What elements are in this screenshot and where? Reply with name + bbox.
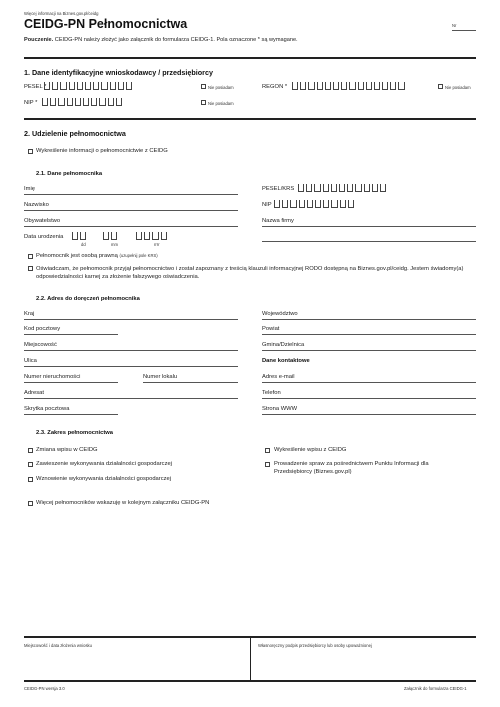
notice-bold: Pouczenie. xyxy=(24,37,54,43)
legal-person-label xyxy=(36,253,158,259)
www-input[interactable] xyxy=(262,414,476,415)
nazwa-firmy-input-2[interactable] xyxy=(262,241,476,242)
section2-rule xyxy=(24,118,476,120)
regon-none-label: Nie posiadam xyxy=(445,85,471,90)
legal-person-hint: (uzupełnij pole KRS) xyxy=(119,253,158,258)
nip-label: NIP * xyxy=(24,100,38,106)
opt-wznowienie-checkbox[interactable] xyxy=(28,477,33,482)
opt-zawieszenie-checkbox[interactable] xyxy=(28,462,33,467)
powiat-input[interactable] xyxy=(262,334,476,335)
nr-label: Nr xyxy=(452,23,457,28)
signature-label: Własnoręczny podpis przedsiębiorcy lub osoby upoważnionej xyxy=(258,643,372,648)
footer-rule-bottom xyxy=(24,680,476,682)
attachment-label: Załącznik do formularza CEIDG-1 xyxy=(404,686,467,691)
kraj-label: Kraj xyxy=(24,311,35,317)
section1-rule xyxy=(24,57,476,59)
place-date-label: Miejscowość i data złożenia wniosku xyxy=(24,643,92,648)
powiat-label: Powiat xyxy=(262,326,280,332)
mm-hint: mm xyxy=(111,242,118,247)
numer-lokalu-label: Numer lokalu xyxy=(143,374,178,380)
adresat-input[interactable] xyxy=(24,398,238,399)
regon-input[interactable] xyxy=(292,82,405,90)
numer-nieruchomosci-input[interactable] xyxy=(24,382,118,383)
page-title: CEIDG-PN Pełnomocnictwa xyxy=(24,17,188,31)
nip2-input[interactable] xyxy=(274,200,354,208)
dd-hint: dd xyxy=(81,242,86,247)
numer-nieruchomosci-label: Numer nieruchomości xyxy=(24,374,81,380)
nazwisko-input[interactable] xyxy=(24,210,238,211)
nazwa-firmy-input[interactable] xyxy=(262,226,476,227)
sub1-title: 2.1. Dane pełnomocnika xyxy=(36,171,103,177)
nip-none-label: Nie posiadam xyxy=(208,101,234,106)
nip-none-checkbox[interactable] xyxy=(201,100,206,105)
pesel-input[interactable] xyxy=(44,82,132,90)
obywatelstwo-label: Obywatelstwo xyxy=(24,218,61,224)
telefon-input[interactable] xyxy=(262,398,476,399)
more-checkbox[interactable] xyxy=(28,501,33,506)
nr-field[interactable] xyxy=(452,30,476,31)
legal-person-text: Pełnomocnik jest osobą prawną xyxy=(36,253,118,259)
removal-checkbox[interactable] xyxy=(28,149,33,154)
dane-kontaktowe-heading: Dane kontaktowe xyxy=(262,358,310,364)
removal-label: Wykreślenie informacji o pełnomocnictwie z CEIDG xyxy=(36,148,168,154)
miejscowosc-label: Miejscowość xyxy=(24,342,57,348)
ulica-input[interactable] xyxy=(24,366,238,367)
wojewodztwo-label: Województwo xyxy=(262,311,298,317)
nip2-label: NIP xyxy=(262,202,272,208)
version-label: CEIDG-PN wersja 3.0 xyxy=(24,686,65,691)
gmina-label: Gmina/Dzielnica xyxy=(262,342,305,348)
imie-input[interactable] xyxy=(24,194,238,195)
opt-punkt-checkbox[interactable] xyxy=(265,462,270,467)
adresat-label: Adresat xyxy=(24,390,44,396)
pesel-label: PESEL * xyxy=(24,84,47,90)
opt-punkt-label: Prowadzenie spraw za pośrednictwem Punktu Informacji dla Przedsiębiorcy (Biznes.gov.pl) xyxy=(274,461,429,475)
birth-year-input[interactable] xyxy=(136,232,167,240)
kod-pocztowy-label: Kod pocztowy xyxy=(24,326,61,332)
section2-title: 2. Udzielenie pełnomocnictwa xyxy=(24,129,126,138)
www-label: Strona WWW xyxy=(262,406,298,412)
more-label: Więcej pełnomocników wskazuję w kolejnym załączniku CEIDG-PN xyxy=(36,500,210,506)
declaration-text: Oświadczam, że pełnomocnik przyjął pełnomocnictwo i został zapoznany z treścią klauzuli informacyjnej RODO dostępną na Biznes.gov.pl/ceidg. Jestem świadomy(a) odpowiedzialności karnej za złożenie fałszywego oświadczenia. xyxy=(36,266,464,280)
kraj-input[interactable] xyxy=(24,319,238,320)
opt-zmiana-label: Zmiana wpisu w CEIDG xyxy=(36,447,98,453)
sub2-title: 2.2. Adres do doręczeń pełnomocnika xyxy=(36,296,140,302)
skrytka-input[interactable] xyxy=(24,414,118,415)
telefon-label: Telefon xyxy=(262,390,281,396)
opt-wznowienie-label: Wznowienie wykonywania działalności gospodarczej xyxy=(36,476,172,482)
data-urodzenia-label: Data urodzenia xyxy=(24,234,64,240)
notice-text: CEIDG-PN należy złożyć jako załącznik do formularza CEIDG-1. Pola oznaczone * są wymagane. xyxy=(54,37,298,43)
declaration-checkbox[interactable] xyxy=(28,266,33,271)
pesel-krs-input[interactable] xyxy=(298,184,386,192)
birth-month-input[interactable] xyxy=(103,232,117,240)
rrrr-hint: rrrr xyxy=(154,242,160,247)
skrytka-label: Skrytka pocztowa xyxy=(24,406,70,412)
legal-person-checkbox[interactable] xyxy=(28,254,33,259)
wojewodztwo-input[interactable] xyxy=(262,319,476,320)
obywatelstwo-input[interactable] xyxy=(24,226,238,227)
opt-wykreslenie-label: Wykreślenie wpisu z CEIDG xyxy=(274,447,347,453)
ulica-label: Ulica xyxy=(24,358,37,364)
imie-label: Imię xyxy=(24,186,35,192)
pesel-none-checkbox[interactable] xyxy=(201,84,206,89)
pesel-none-label: Nie posiadam xyxy=(208,85,234,90)
nip-input[interactable] xyxy=(42,98,122,106)
footer-divider xyxy=(250,636,251,680)
pesel-krs-label: PESEL/KRS xyxy=(262,186,295,192)
section1-title: 1. Dane identyfikacyjne wnioskodawcy / przedsiębiorcy xyxy=(24,68,213,77)
email-input[interactable] xyxy=(262,382,476,383)
regon-none-checkbox[interactable] xyxy=(438,84,443,89)
numer-lokalu-input[interactable] xyxy=(143,382,238,383)
nazwa-firmy-label: Nazwa firmy xyxy=(262,218,294,224)
kod-pocztowy-input[interactable] xyxy=(24,334,118,335)
nazwisko-label: Nazwisko xyxy=(24,202,49,208)
opt-zmiana-checkbox[interactable] xyxy=(28,448,33,453)
email-label: Adres e-mail xyxy=(262,374,295,380)
info-link[interactable]: Więcej informacji na Biznes.gov.pl/ceidg xyxy=(24,11,99,16)
miejscowosc-input[interactable] xyxy=(24,350,238,351)
sub3-title: 2.3. Zakres pełnomocnictwa xyxy=(36,430,113,436)
opt-wykreslenie-checkbox[interactable] xyxy=(265,448,270,453)
opt-zawieszenie-label: Zawieszenie wykonywania działalności gospodarczej xyxy=(36,461,172,467)
gmina-input[interactable] xyxy=(262,350,476,351)
notice xyxy=(24,37,298,43)
regon-label: REGON * xyxy=(262,84,288,90)
birth-day-input[interactable] xyxy=(72,232,86,240)
